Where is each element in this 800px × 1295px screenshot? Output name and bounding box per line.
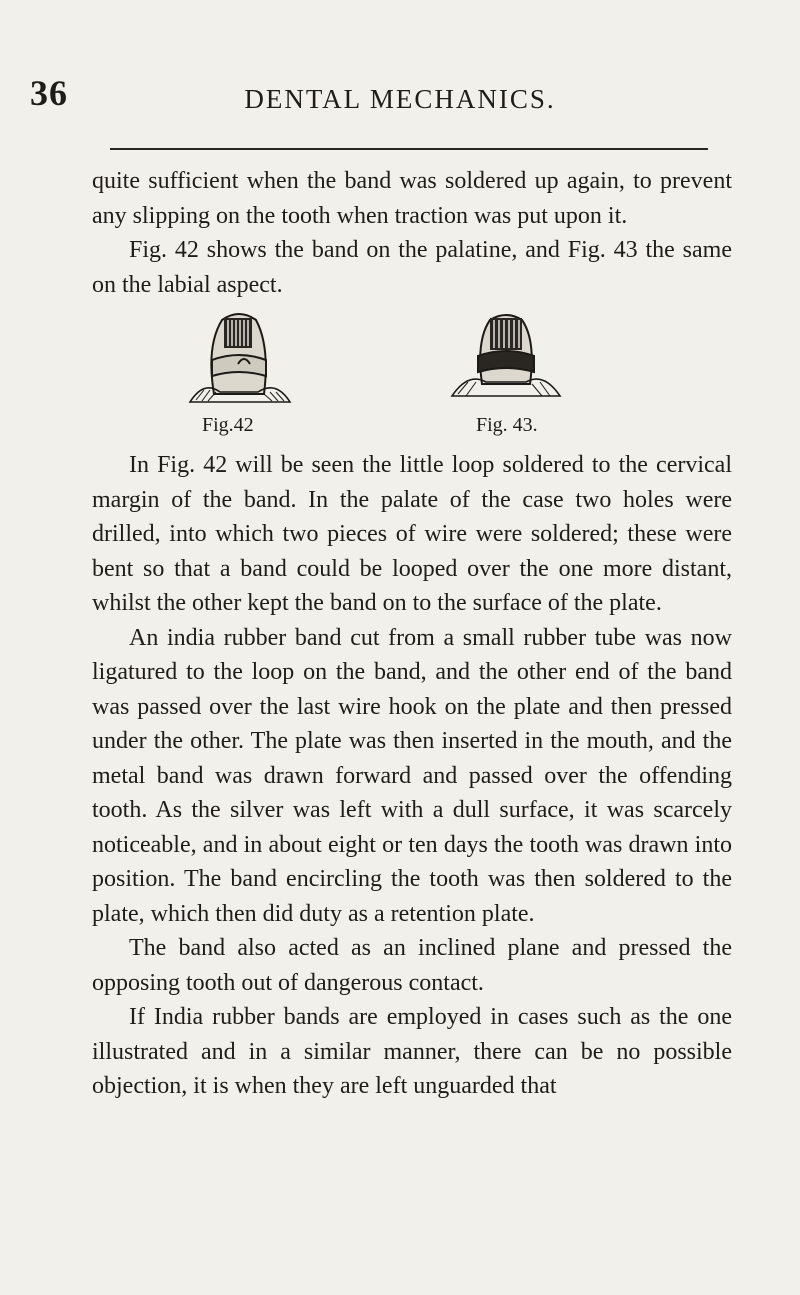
paragraph: An india rubber band cut from a small rubber tube was now ligatured to the loop on the band, and the other end of the band was passed over the last wire hook on the plate and then pressed under the other. The plate was then inserted in the mouth, and the metal band was drawn forward and passed over the offending tooth. As the silver was left with a dull surface, it was scarcely noticeable, and in about eight or ten days the tooth was drawn into position. The band encircling the tooth was then soldered to the plate, which then did duty as a retention plate. — [92, 624, 732, 927]
page-number: 36 — [30, 73, 68, 113]
figure-group — [140, 306, 720, 442]
paragraph: In Fig. 42 will be seen the little loop soldered to the cervical margin of the band. In the palate of the case two holes were drilled, into which two pieces of wire were soldered; these were bent so that a band could be looped over the one more distant, whilst the other kept the band on to the surface of the plate. — [92, 452, 732, 616]
figure-42 — [184, 306, 294, 436]
figure-caption: Fig.42 — [202, 414, 254, 436]
text-block-top — [92, 164, 732, 302]
header-rule — [110, 148, 708, 150]
paragraph: quite sufficient when the band was soldered up again, to prevent any slipping on the tooth when traction was put upon it. — [92, 168, 732, 229]
paragraph: If India rubber bands are employed in cases such as the one illustrated and in a similar manner, there can be no possible objection, it is when they are left unguarded that — [92, 1004, 732, 1099]
paragraph: Fig. 42 shows the band on the palatine, and Fig. 43 the same on the labial aspect. — [92, 237, 732, 298]
tooth-band-labial-illustration — [446, 306, 566, 410]
figure-caption: Fig. 43. — [476, 414, 538, 436]
paragraph: The band also acted as an inclined plane and pressed the opposing tooth out of dangerous contact. — [92, 935, 732, 996]
text-block-bottom — [92, 448, 732, 1104]
figure-43 — [446, 306, 566, 436]
tooth-band-palatine-illustration — [184, 306, 294, 410]
running-head: DENTAL MECHANICS. — [244, 84, 556, 114]
